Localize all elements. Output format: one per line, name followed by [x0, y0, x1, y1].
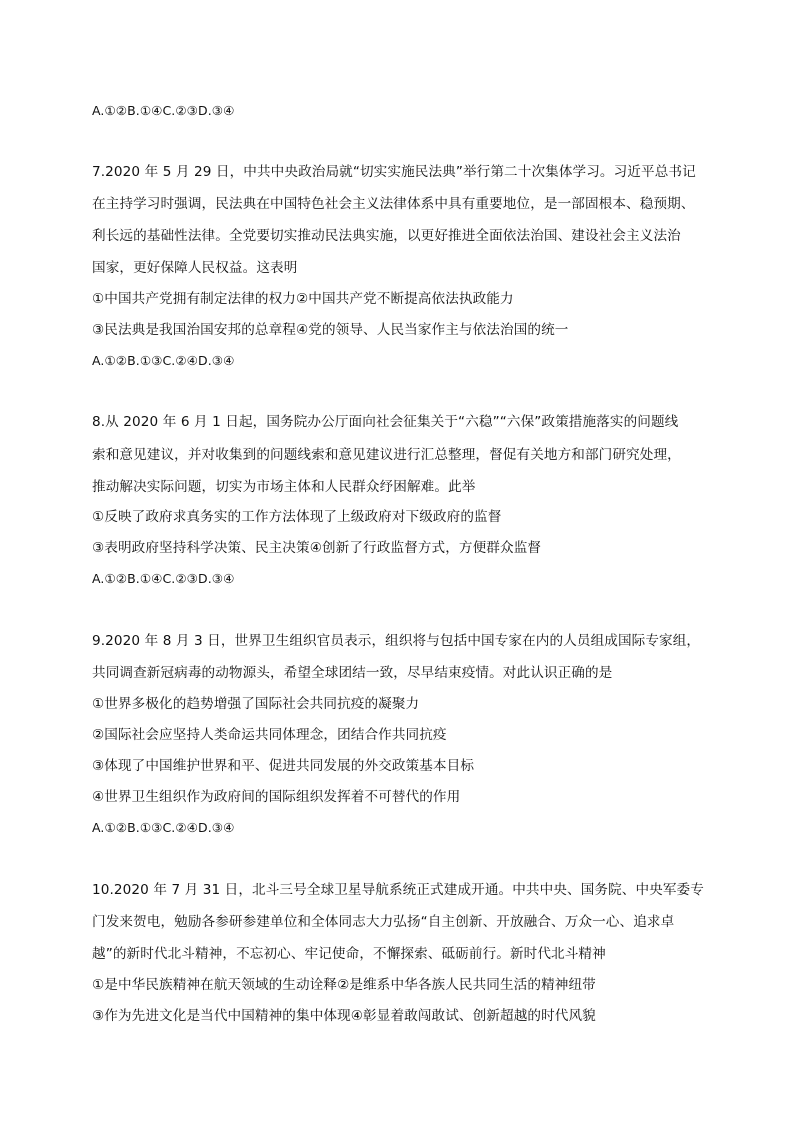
q7-answer-choices: A.①②B.①③C.②④D.③④: [92, 353, 235, 368]
q10-option-line-1: ①是中华民族精神在航天领域的生动诠释②是维系中华各族人民共同生活的精神纽带: [92, 977, 596, 993]
q10-stem-line-2: 门发来贺电，勉励各参研参建单位和全体同志大力弘扬“自主创新、开放融合、万众一心、追求卓: [92, 914, 675, 930]
q8-stem-line-3: 推动解决实际问题，切实为市场主体和人民群众纾困解难。此举: [92, 479, 476, 495]
q8-option-line-1: ①反映了政府求真务实的工作方法体现了上级政府对下级政府的监督: [92, 509, 502, 525]
q9-stem-line-2: 共同调查新冠病毒的动物源头，希望全球团结一致，尽早结束疫情。对此认识正确的是: [92, 665, 613, 681]
q9-answer-choices: A.①②B.①③C.②④D.③④: [92, 820, 235, 835]
q10-option-line-2: ③作为先进文化是当代中国精神的集中体现④彰显着敢闯敢试、创新超越的时代风貌: [92, 1008, 596, 1024]
q8-stem-line-2: 索和意见建议，并对收集到的问题线索和意见建议进行汇总整理，督促有关地方和部门研究处理，: [92, 447, 681, 463]
q7-option-line-2: ③民法典是我国治国安邦的总章程④党的领导、人民当家作主与依法治国的统一: [92, 322, 569, 338]
q9-option-line-3: ③体现了中国维护世界和平、促进共同发展的外交政策基本目标: [92, 758, 475, 774]
q9-option-line-2: ②国际社会应坚持人类命运共同体理念，团结合作共同抗疫: [92, 727, 447, 743]
q10-stem-line-1: 10.2020 年 7 月 31 日，北斗三号全球卫星导航系统正式建成开通。中共中央、国务院、中央军委专: [92, 882, 704, 898]
q6-answer-choices: A.①②B.①④C.②③D.③④: [92, 103, 235, 118]
q9-stem-line-1: 9.2020 年 8 月 3 日，世界卫生组织官员表示，组织将与包括中国专家在内的人员组成国际专家组，: [92, 633, 701, 649]
q7-stem-line-2: 在主持学习时强调，民法典在中国特色社会主义法律体系中具有重要地位，是一部固根本、稳预期、: [92, 196, 695, 212]
q8-option-line-2: ③表明政府坚持科学决策、民主决策④创新了行政监督方式，方便群众监督: [92, 540, 542, 556]
q8-answer-choices: A.①②B.①④C.②③D.③④: [92, 571, 235, 586]
q7-option-line-1: ①中国共产党拥有制定法律的权力②中国共产党不断提高依法执政能力: [92, 291, 514, 307]
q9-option-line-4: ④世界卫生组织作为政府间的国际组织发挥着不可替代的作用: [92, 789, 461, 805]
q7-stem-line-4: 国家，更好保障人民权益。这表明: [92, 260, 298, 276]
q7-stem-line-1: 7.2020 年 5 月 29 日，中共中央政治局就“切实实施民法典”举行第二十次集体学习。习近平总书记: [92, 164, 696, 180]
q8-stem-line-1: 8.从 2020 年 6 月 1 日起，国务院办公厅面向社会征集关于“六稳”“六保”政策措施落实的问题线: [92, 414, 679, 430]
q7-stem-line-3: 利长远的基础性法律。全党要切实推动民法典实施，以更好推进全面依法治国、建设社会主义法治: [92, 228, 681, 244]
q9-option-line-1: ①世界多极化的趋势增强了国际社会共同抗疫的凝聚力: [92, 696, 420, 712]
q10-stem-line-3: 越”的新时代北斗精神，不忘初心、牢记使命，不懈探索、砥砺前行。新时代北斗精神: [92, 946, 606, 962]
